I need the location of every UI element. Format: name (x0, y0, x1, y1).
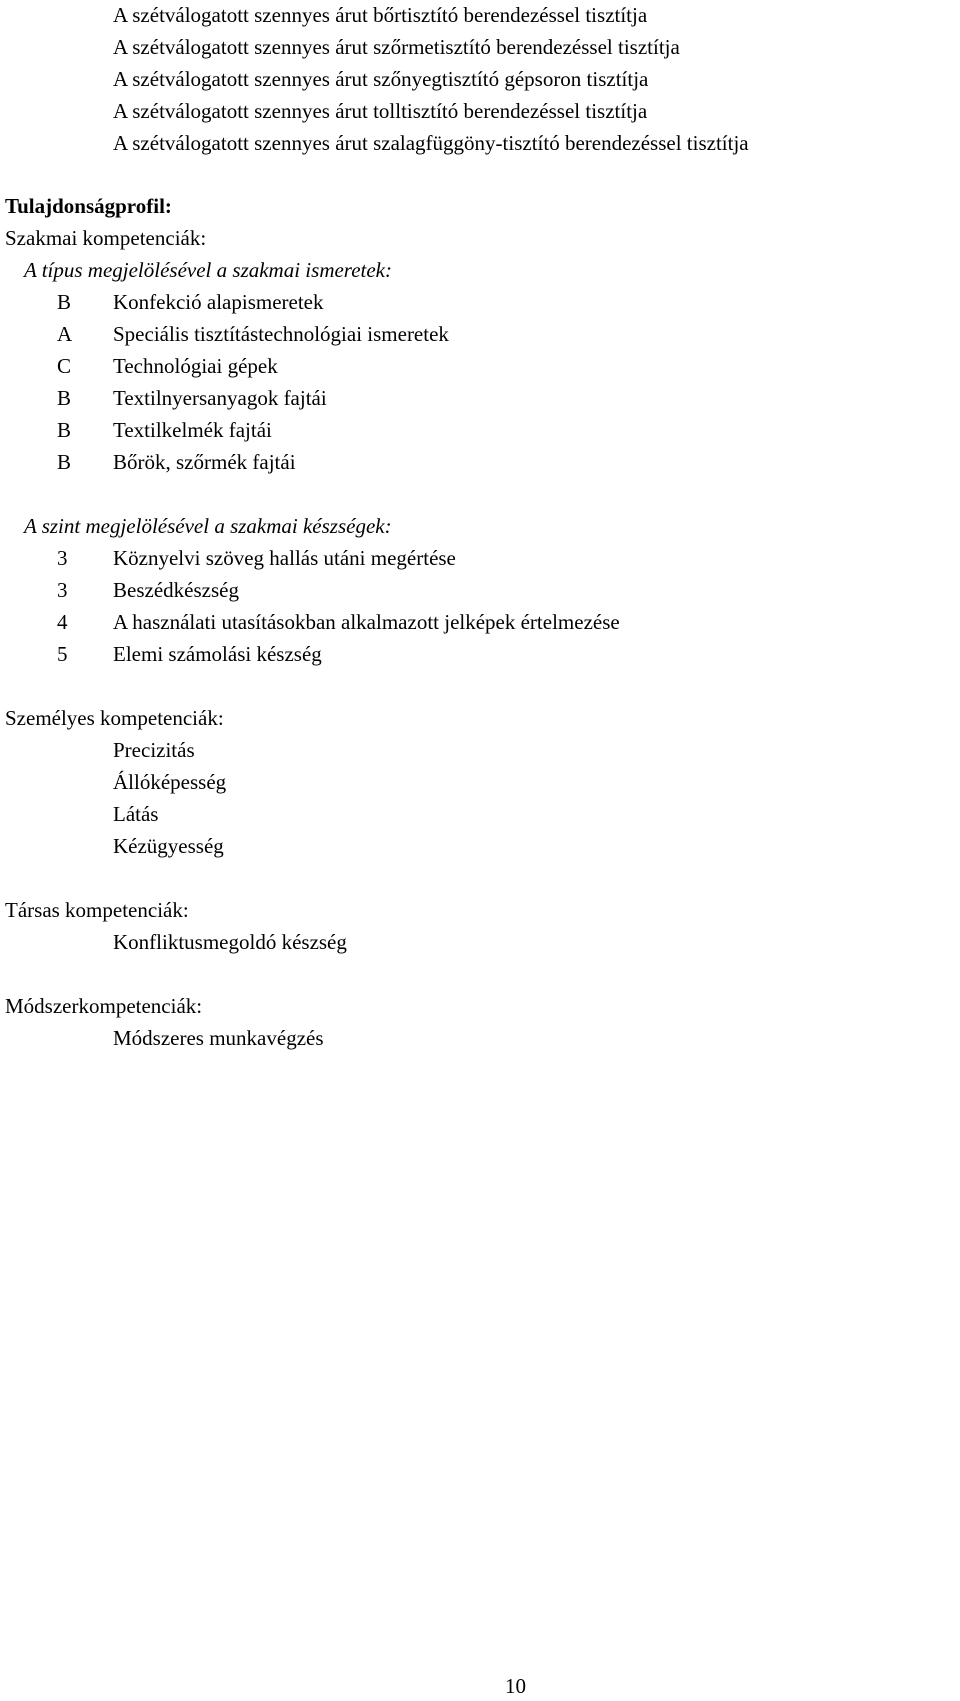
knowledge-type-code: B (57, 450, 72, 474)
skill-item: Köznyelvi szöveg hallás utáni megértése (113, 546, 456, 570)
social-competencies-label: Társas kompetenciák: (5, 898, 189, 922)
knowledge-item: Bőrök, szőrmék fajtái (113, 450, 296, 474)
cleaning-task-line: A szétválogatott szennyes árut tolltisztító berendezéssel tisztítja (113, 99, 648, 123)
cleaning-task-line: A szétválogatott szennyes árut szalagfüggöny-tisztító berendezéssel tisztítja (113, 131, 749, 155)
skill-level-code: 5 (57, 642, 68, 666)
social-competency-item: Konfliktusmegoldó készség (113, 930, 347, 954)
skill-level-code: 3 (57, 546, 68, 570)
knowledge-type-code: C (57, 354, 72, 378)
cleaning-task-line: A szétválogatott szennyes árut szőnyegtisztító gépsoron tisztítja (113, 67, 649, 91)
knowledge-item: Konfekció alapismeretek (113, 290, 324, 314)
knowledge-item: Technológiai gépek (113, 354, 278, 378)
skill-level-code: 4 (57, 610, 68, 634)
method-competency-item: Módszeres munkavégzés (113, 1026, 324, 1050)
skill-level-code: 3 (57, 578, 68, 602)
knowledge-type-code: B (57, 290, 72, 314)
knowledge-item: Speciális tisztítástechnológiai ismeretek (113, 322, 449, 346)
page-number: 10 (505, 1674, 526, 1698)
method-competencies-label: Módszerkompetenciák: (5, 994, 203, 1018)
skills-heading: A szint megjelölésével a szakmai készségek: (24, 514, 392, 538)
personal-competency-item: Kézügyesség (113, 834, 224, 858)
knowledge-type-code: A (57, 322, 73, 346)
cleaning-task-line: A szétválogatott szennyes árut szőrmetisztító berendezéssel tisztítja (113, 35, 680, 59)
knowledge-heading: A típus megjelölésével a szakmai ismeretek: (24, 258, 392, 282)
knowledge-item: Textilnyersanyagok fajtái (113, 386, 327, 410)
skill-item: Elemi számolási készség (113, 642, 322, 666)
skill-item: A használati utasításokban alkalmazott jelképek értelmezése (113, 610, 620, 634)
personal-competencies-label: Személyes kompetenciák: (5, 706, 224, 730)
personal-competency-item: Precizitás (113, 738, 195, 762)
knowledge-item: Textilkelmék fajtái (113, 418, 272, 442)
knowledge-type-code: B (57, 386, 72, 410)
personal-competency-item: Látás (113, 802, 159, 826)
professional-competencies-label: Szakmai kompetenciák: (5, 226, 207, 250)
skill-item: Beszédkészség (113, 578, 239, 602)
profile-heading: Tulajdonságprofil: (5, 194, 172, 218)
personal-competency-item: Állóképesség (113, 770, 227, 794)
knowledge-type-code: B (57, 418, 72, 442)
cleaning-task-line: A szétválogatott szennyes árut bőrtisztító berendezéssel tisztítja (113, 3, 648, 27)
